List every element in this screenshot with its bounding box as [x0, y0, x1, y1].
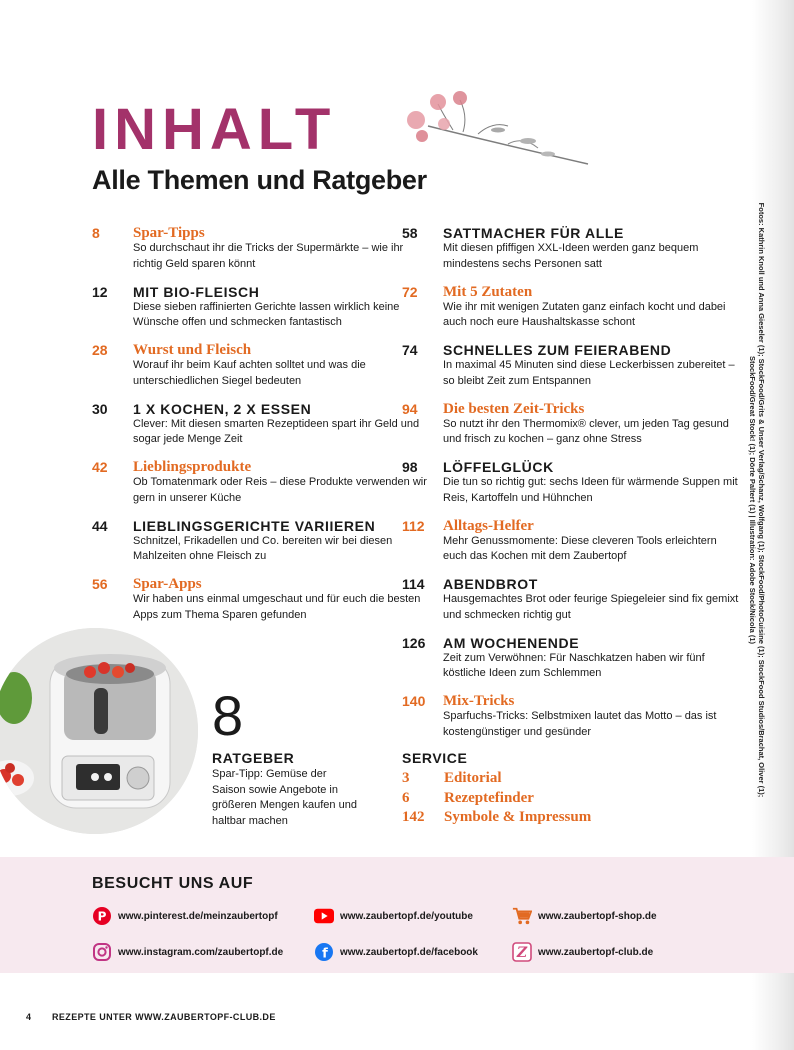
club-link[interactable] — [512, 941, 653, 963]
toc-page-number: 126 — [402, 634, 426, 651]
toc-entry-title: LIEBLINGSGERICHTE VARIIEREN — [133, 517, 376, 534]
thermomix-illustration — [0, 628, 198, 834]
toc-entry-title: ABENDBROT — [443, 576, 538, 592]
youtube-icon — [314, 906, 334, 926]
pinterest-icon — [92, 906, 112, 926]
flower-branch-illustration — [398, 86, 598, 176]
toc-entry-title: AM WOCHENENDE — [443, 634, 580, 651]
toc-page-number: 44 — [92, 517, 108, 534]
toc-page-number: 12 — [92, 283, 108, 300]
toc-entry-title: Spar-Tipps — [133, 225, 205, 241]
toc-entry[interactable] — [92, 224, 432, 283]
toc-entry-description: Hausgemachtes Brot oder feurige Spiegeleier sind fix gemixt und schmecken richtig gut — [443, 593, 739, 621]
toc-right-column — [402, 224, 739, 751]
social-heading: BESUCHT UNS AUF — [92, 875, 254, 892]
svg-text:f: f — [322, 946, 328, 961]
toc-entry-description: Ob Tomatenmark oder Reis – diese Produkte verwenden wir gern in unserer Küche — [133, 476, 427, 504]
shop-url: www.zaubertopf-shop.de — [538, 910, 657, 922]
photo-credits-line: Fotos: Kathrin Knoll und Anna Gieseler (1); StockFood/Grits & Unser Verlag/Schanz, Wolfgang (1); StockFood/PhotoCuisine (1); StockFood Studios/Brachat, Oliver (1); — [757, 202, 766, 798]
toc-page-number: 58 — [402, 225, 418, 241]
svg-text:Z: Z — [516, 945, 528, 961]
toc-entry[interactable] — [402, 575, 739, 634]
toc-entry[interactable] — [402, 283, 726, 342]
toc-page-number: 28 — [92, 342, 108, 358]
svg-text:P: P — [97, 909, 107, 924]
toc-entry-title: Mit 5 Zutaten — [443, 283, 533, 300]
toc-entry[interactable] — [402, 458, 738, 517]
pinterest-link[interactable] — [92, 905, 278, 927]
instagram-link[interactable] — [92, 941, 283, 963]
pinterest-url: www.pinterest.de/meinzaubertopf — [118, 910, 278, 922]
toc-entry-title: 1 X KOCHEN, 2 X ESSEN — [133, 400, 312, 417]
club-url: www.zaubertopf-club.de — [538, 946, 654, 958]
toc-page-number: 94 — [402, 400, 418, 417]
toc-entry[interactable] — [402, 400, 729, 459]
toc-entry[interactable] — [402, 224, 702, 283]
toc-entry[interactable] — [402, 634, 705, 693]
toc-entry-title: MIT BIO-FLEISCH — [133, 283, 260, 300]
toc-entry[interactable] — [92, 283, 432, 342]
toc-left-column — [92, 224, 432, 634]
toc-page-number: 30 — [92, 400, 108, 417]
shopping-cart-icon — [512, 906, 532, 926]
toc-entry-description: Worauf ihr beim Kauf achten solltet und was die unterschiedlichen Siegel bedeuten — [133, 359, 366, 387]
toc-entry-title: Alltags-Helfer — [443, 517, 534, 534]
toc-page-number: 114 — [402, 576, 425, 592]
ratgeber-title: RATGEBER — [212, 750, 295, 766]
page-title: INHALT — [92, 97, 337, 162]
facebook-url: www.zaubertopf.de/facebook — [340, 946, 478, 958]
facebook-icon — [314, 942, 334, 962]
toc-entry-description: In maximal 45 Minuten sind diese Leckerbissen zubereitet – so bleibt Zeit zum Entspannen — [443, 359, 735, 387]
toc-entry-description: Diese sieben raffinierten Gerichte lassen wirklich keine Wünsche offen und schmecken fantastisch — [133, 300, 400, 328]
service-page-number: 142 — [402, 809, 425, 825]
toc-entry[interactable] — [92, 400, 432, 459]
service-label: Symbole & Impressum — [444, 809, 592, 825]
zaubertopf-club-icon — [512, 942, 532, 962]
toc-entry-description: So durchschaut ihr die Tricks der Supermärkte – wie ihr richtig Geld sparen könnt — [133, 242, 404, 270]
facebook-link[interactable] — [314, 941, 478, 963]
toc-entry[interactable] — [402, 517, 717, 576]
photo-credits-line: StockFood/Great Stock! (1); Dörte Paltert (1) | Illustration: Adobe Stock/Nicola (1) — [748, 355, 757, 645]
thermomix-photo — [0, 628, 198, 834]
service-page-number: 3 — [402, 770, 410, 786]
toc-entry[interactable] — [402, 692, 717, 751]
youtube-url: www.zaubertopf.de/youtube — [340, 910, 473, 922]
toc-page-number: 112 — [402, 517, 425, 534]
toc-page-number: 72 — [402, 283, 418, 300]
toc-entry-title: Spar-Apps — [133, 576, 202, 592]
toc-entry-title: Mix-Tricks — [443, 693, 515, 709]
toc-entry-title: SATTMACHER FÜR ALLE — [443, 225, 624, 241]
shop-link[interactable] — [512, 905, 657, 927]
toc-page-number: 98 — [402, 459, 418, 475]
service-label: Editorial — [444, 770, 502, 786]
toc-entry-description: So nutzt ihr den Thermomix® clever, um jeden Tag gesund und frisch zu kochen – ganz ohne Stress — [443, 417, 729, 445]
toc-entry-title: Lieblingsprodukte — [133, 459, 252, 475]
toc-entry[interactable] — [92, 458, 432, 517]
youtube-link[interactable] — [314, 905, 473, 927]
toc-entry-description: Sparfuchs-Tricks: Selbstmixen lautet das Motto – das ist kostengünstiger und gesünder — [443, 710, 717, 738]
ratgeber-description: Spar-Tipp: Gemüse der Saison sowie Angebote in größeren Mengen kaufen und haltbar machen — [212, 768, 357, 827]
toc-entry[interactable] — [402, 341, 735, 400]
toc-entry-title: Wurst und Fleisch — [133, 342, 252, 358]
toc-entry[interactable] — [92, 341, 432, 400]
toc-entry-description: Wie ihr mit wenigen Zutaten ganz einfach kocht und dabei auch noch eure Haushaltskasse schont — [443, 300, 726, 328]
service-page-number: 6 — [402, 790, 410, 806]
toc-entry-description: Wir haben uns einmal umgeschaut und für euch die besten Apps zum Thema Sparen gefunden — [133, 593, 421, 621]
toc-entry-description: Die tun so richtig gut: sechs Ideen für wärmende Suppen mit Reis, Kartoffeln und Hühnchen — [443, 476, 738, 504]
service-heading: SERVICE — [402, 750, 468, 766]
footer-page-number: 4 — [26, 1012, 32, 1022]
social-section — [0, 857, 794, 973]
photo-credits — [748, 180, 766, 820]
toc-entry[interactable] — [92, 575, 432, 634]
service-label: Rezeptefinder — [444, 790, 534, 806]
toc-page-number: 140 — [402, 693, 426, 709]
footer-text: REZEPTE UNTER WWW.ZAUBERTOPF-CLUB.DE — [52, 1012, 276, 1022]
toc-page-number: 74 — [402, 342, 418, 358]
toc-entry-title: LÖFFELGLÜCK — [443, 459, 554, 475]
toc-entry-description: Zeit zum Verwöhnen: Für Naschkatzen haben wir fünf köstliche Ideen zum Schlemmen — [443, 651, 705, 679]
instagram-icon — [92, 942, 112, 962]
toc-entry-description: Mit diesen pfiffigen XXL-Ideen werden ganz bequem mindestens sechs Personen satt — [443, 242, 699, 270]
toc-page-number: 8 — [92, 225, 100, 241]
toc-entry-description: Schnitzel, Frikadellen und Co. bereiten wir bei diesen Mahlzeiten ohne Fleisch zu — [133, 534, 393, 562]
toc-entry-description: Mehr Genussmomente: Diese cleveren Tools erleichtern euch das Kochen mit dem Zaubertopf — [443, 534, 717, 562]
toc-entry-title: Die besten Zeit-Tricks — [443, 400, 585, 417]
ratgeber-number: 8 — [212, 684, 244, 747]
page-subtitle: Alle Themen und Ratgeber — [92, 165, 427, 195]
toc-page-number: 56 — [92, 576, 108, 592]
toc-entry[interactable] — [92, 517, 432, 576]
instagram-url: www.instagram.com/zaubertopf.de — [118, 946, 284, 958]
toc-page-number: 42 — [92, 459, 108, 475]
toc-entry-title: SCHNELLES ZUM FEIERABEND — [443, 342, 672, 358]
toc-entry-description: Clever: Mit diesen smarten Rezeptideen spart ihr Geld und sogar jede Menge Zeit — [133, 417, 420, 445]
